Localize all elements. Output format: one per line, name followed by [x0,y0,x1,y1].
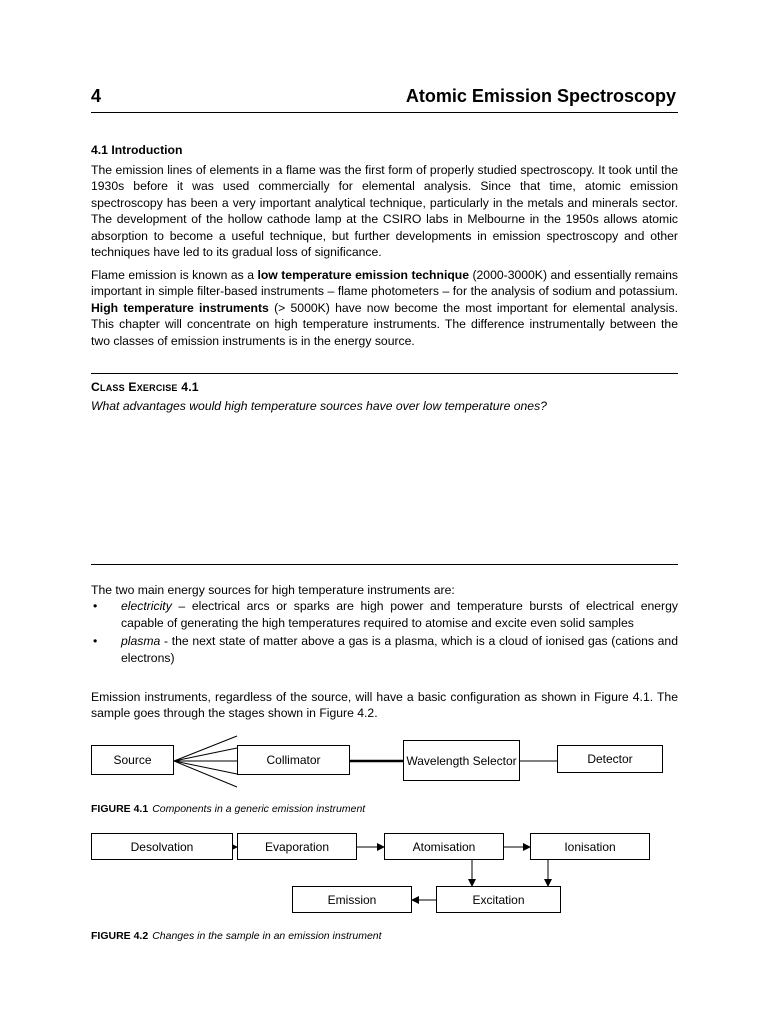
figure-4-1-text: Components in a generic emission instrument [152,803,366,815]
bullet-icon: • [93,634,98,649]
class-exercise-question: What advantages would high temperature sources have over low temperature ones? [91,399,547,413]
list-item-term: electricity [121,599,172,614]
desolvation-box: Desolvation [91,833,233,860]
excitation-box: Excitation [436,886,561,913]
energy-sources-lead: The two main energy sources for high temperature instruments are: [91,583,455,597]
ionisation-box: Ionisation [530,833,650,860]
emission-box: Emission [292,886,412,913]
detector-box: Detector [557,745,663,773]
figure-4-1-label: FIGURE 4.1 [91,803,149,815]
list-item-text: – electrical arcs or sparks are high power and temperature bursts of electrical energy capable of generating the high temperatures required to atomise and excite even solid samples [121,599,678,630]
section-heading-introduction: 4.1 Introduction [91,143,183,157]
chapter-number: 4 [91,86,102,106]
chapter-title: Atomic Emission Spectroscopy [405,86,676,106]
figure-4-2-caption [91,930,382,942]
p2-part-a: Flame emission is known as a [91,268,258,282]
p2-high-temp-term: High temperature instruments [91,300,269,315]
evaporation-box: Evaporation [237,833,357,860]
figure-4-2-label: FIGURE 4.2 [91,930,149,942]
atomisation-box: Atomisation [384,833,504,860]
source-box: Source [91,745,174,775]
list-item-term: plasma [121,634,161,649]
figure-4-2-text: Changes in the sample in an emission instrument [152,930,382,942]
source-emission-rays [174,736,237,787]
configuration-text: Emission instruments, regardless of the source, will have a basic configuration as shown in Figure 4.1. The sample goes through the stages shown in Figure 4.2. [91,690,678,721]
list-item-text: - the next state of matter above a gas is a plasma, which is a cloud of ionised gas (cations and electrons) [121,634,678,665]
intro-p1-text: The emission lines of elements in a flame was the first form of properly studied spectroscopy. It took until the 1930s before it was used commercially for elemental analysis. Since that time, atomic emission spectroscopy has been a very important analytical technique, particularly in the metals and minerals sector. The development of the hollow cathode lamp at the CSIRO labs in Melbourne in the 1950s allows atomic absorption to become a useful technique, but further developments in emission spectroscopy and other techniques have led to its gradual loss of significance. [91,163,678,260]
p2-part-c: (2000-3000K) and essentially remains important in simple filter-based instruments – flame photometers – for the analysis of sodium and potassium. [91,268,678,299]
p2-low-temp-term: low temperature emission technique [257,268,469,282]
figure-4-1-caption [91,803,365,815]
bullet-icon: • [93,599,98,614]
class-exercise-label: Class Exercise 4.1 [91,380,199,394]
collimator-box: Collimator [237,745,350,775]
wavelength-selector-box: Wavelength Selector [403,740,520,781]
p2-part-e: (> 5000K) have now become the most important for elemental analysis. This chapter will concentrate on high temperature instruments. The difference instrumentally between the two classes of emission instruments is in the energy source. [91,300,678,348]
